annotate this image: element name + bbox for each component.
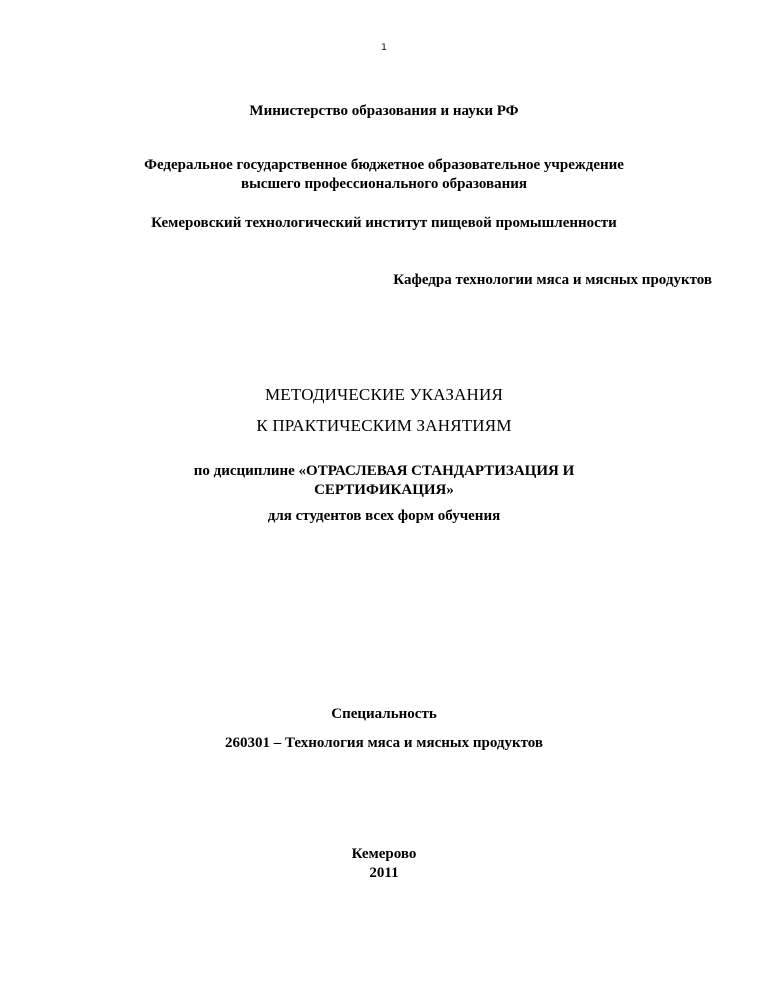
specialty-value: 260301 – Технология мяса и мясных продуктов [224, 735, 544, 751]
publication-year: 2011 [369, 865, 399, 881]
discipline-line-2: СЕРТИФИКАЦИЯ» [314, 482, 454, 498]
discipline-line-1: по дисциплине «ОТРАСЛЕВАЯ СТАНДАРТИЗАЦИЯ И [193, 463, 575, 479]
city-name: Кемерово [351, 846, 417, 862]
ministry-name: Министерство образования и науки РФ [249, 103, 519, 119]
institution-type-line-2: высшего профессионального образования [240, 176, 527, 192]
audience-line: для студентов всех форм обучения [267, 508, 501, 524]
document-title-line-2: К ПРАКТИЧЕСКИМ ЗАНЯТИЯМ [256, 416, 512, 435]
institute-name: Кемеровский технологический институт пищевой промышленности [151, 215, 617, 231]
document-title-line-1: МЕТОДИЧЕСКИЕ УКАЗАНИЯ [264, 385, 504, 404]
institution-type-line-1: Федеральное государственное бюджетное образовательное учреждение [144, 157, 624, 173]
page-number: 1 [381, 43, 387, 53]
specialty-label: Специальность [331, 706, 437, 722]
department-name: Кафедра технологии мяса и мясных продуктов [393, 272, 712, 288]
